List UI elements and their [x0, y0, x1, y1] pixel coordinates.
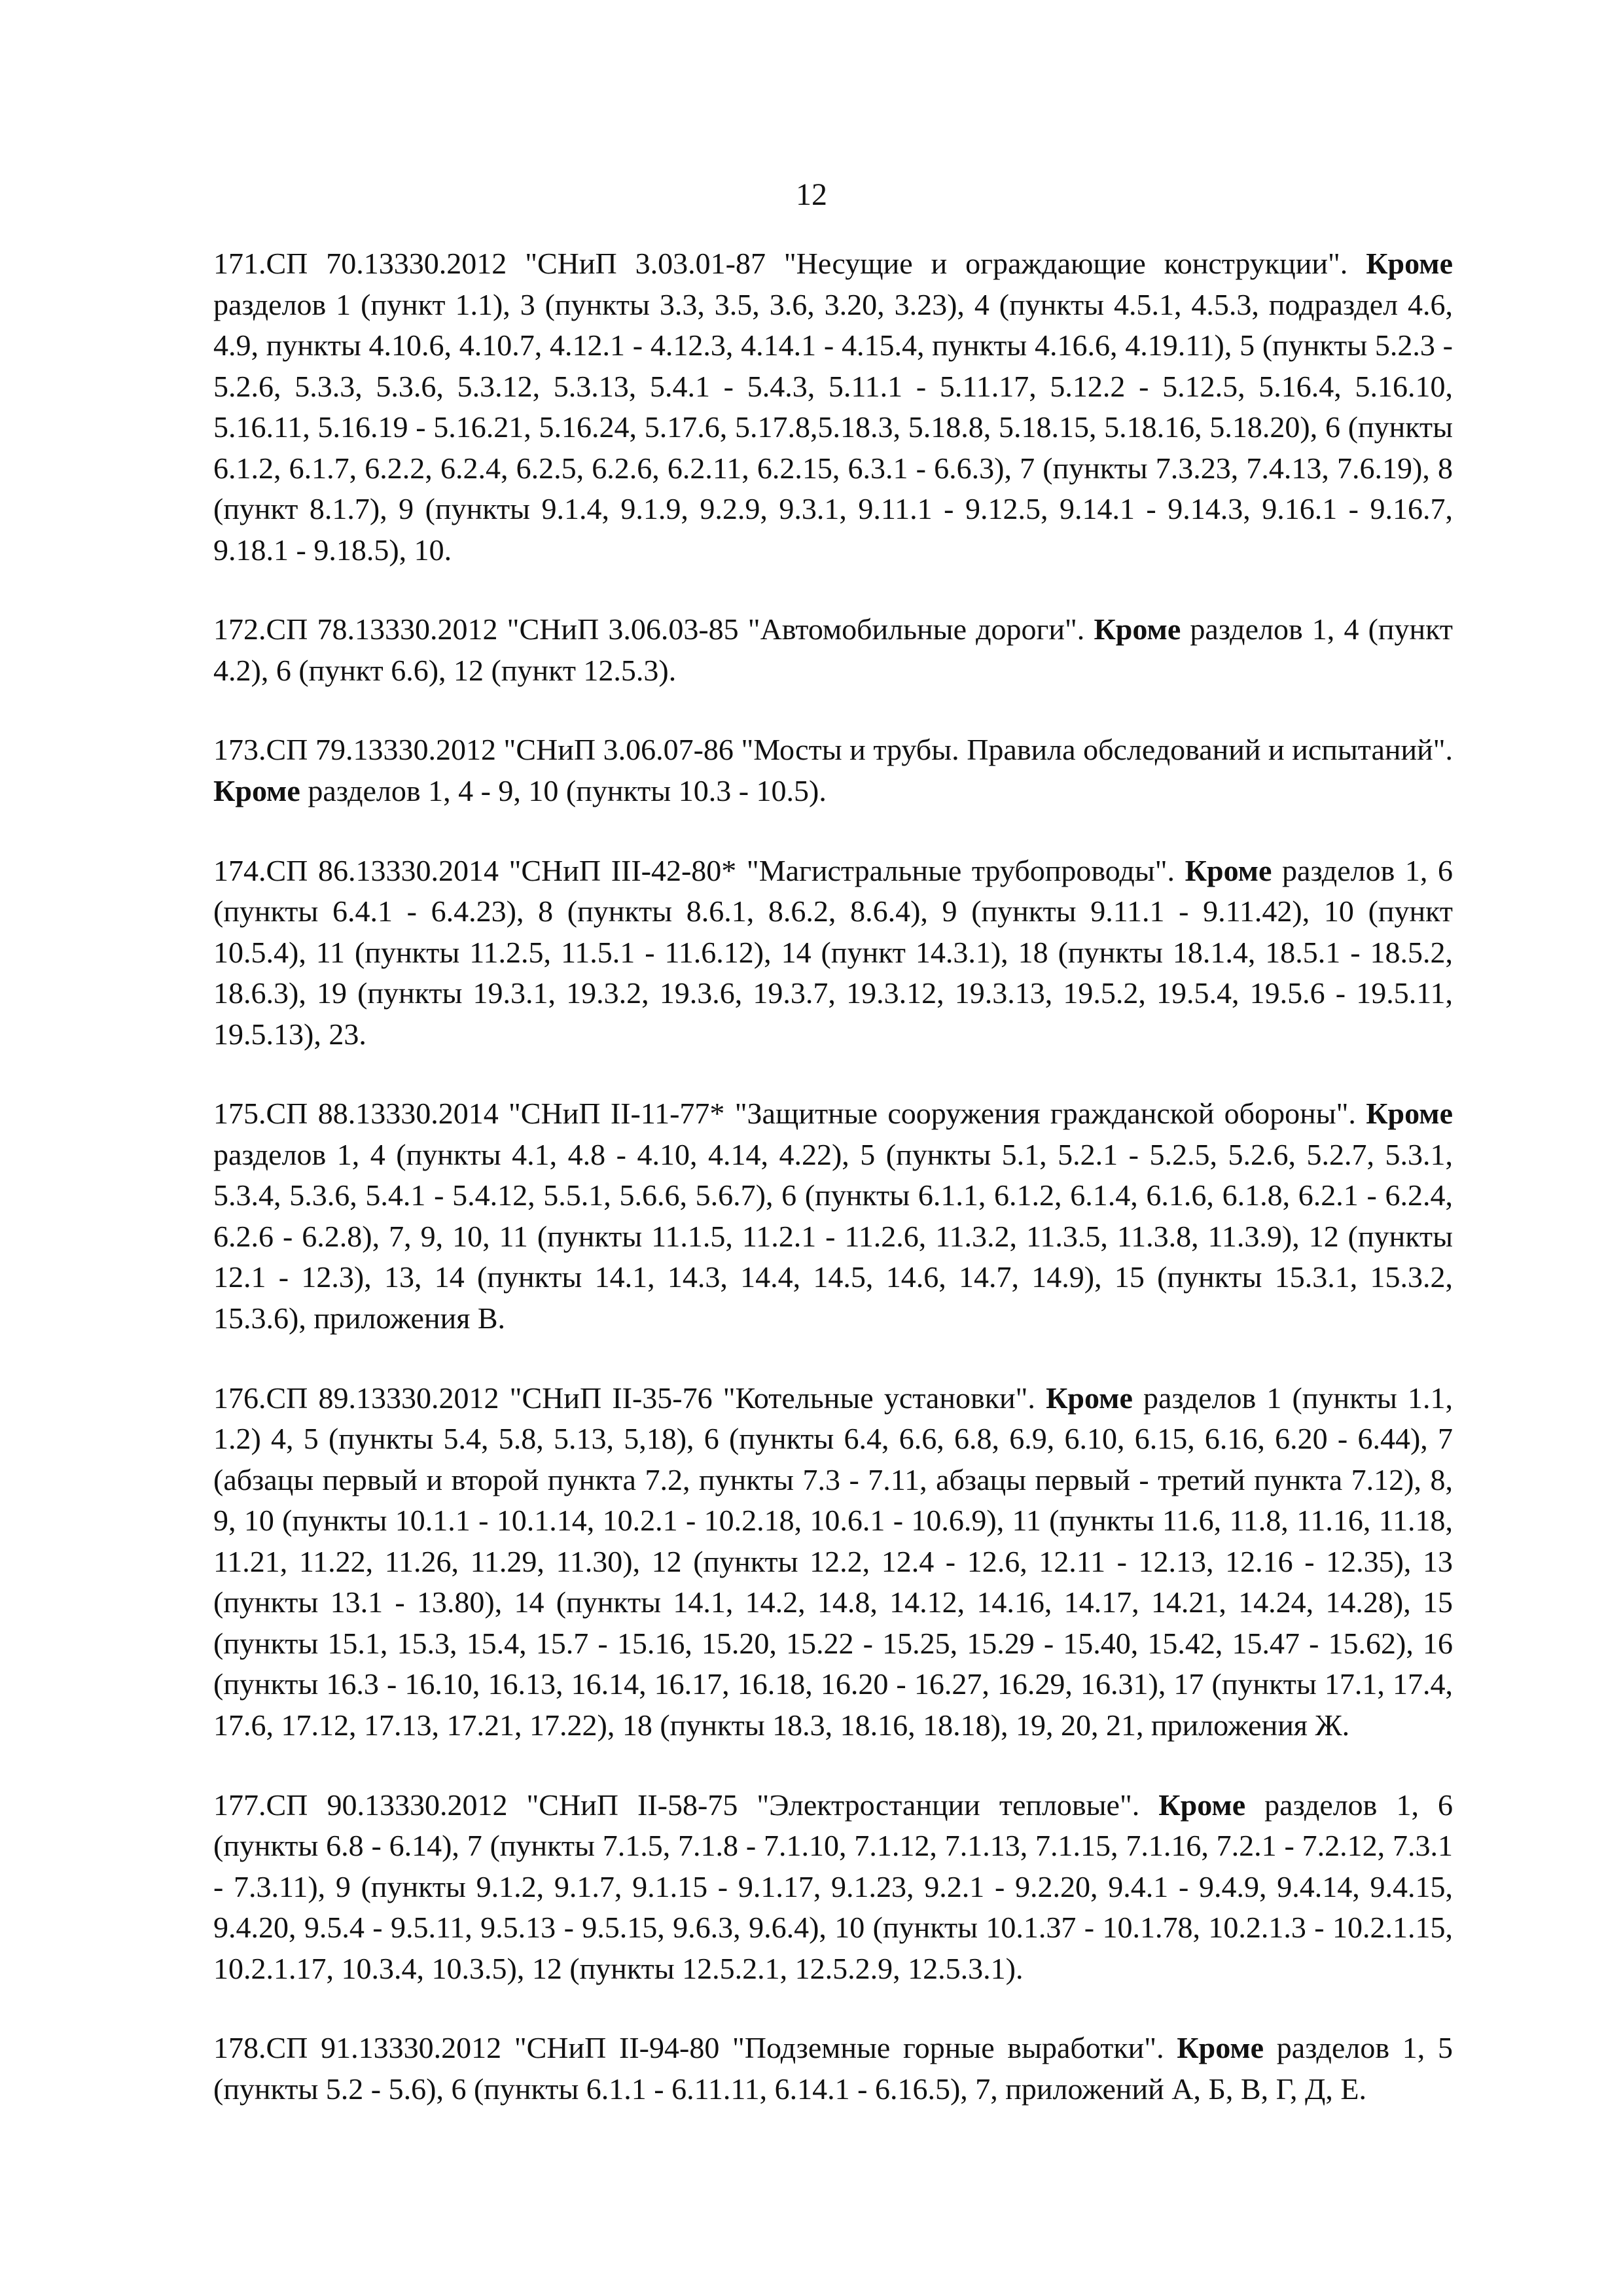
item-keyword: Кроме [1185, 853, 1272, 887]
item-keyword: Кроме [1046, 1381, 1133, 1415]
item-details: разделов 1 (пункты 1.1, 1.2) 4, 5 (пункты 5.4, 5.8, 5.13, 5,18), 6 (пункты 6.4, 6.6, 6.8, 6.9, 6.10, 6.15, 6.16, 6.20 - 6.44), 7 (абзацы первый и второй пункта 7.2, пункты 7.3 - 7.11, абзацы первый - третий пункта 7.12), 8, 9, 10 (пункты 10.1.1 - 10.1.14, 10.2.1 - 10.2.18, 10.6.1 - 10.6.9), 11 (пункты 11.6, 11.8, 11.16, 11.18, 11.21, 11.22, 11.26, 11.29, 11.30), 12 (пункты 12.2, 12.4 - 12.6, 12.11 - 12.13, 12.16 - 12.35), 13 (пункты 13.1 - 13.80), 14 (пункты 14.1, 14.2, 14.8, 14.12, 14.16, 14.17, 14.21, 14.24, 14.28), 15 (пункты 15.1, 15.3, 15.4, 15.7 - 15.16, 15.20, 15.22 - 15.25, 15.29 - 15.40, 15.42, 15.47 - 15.62), 16 (пункты 16.3 - 16.10, 16.13, 16.14, 16.17, 16.18, 16.20 - 16.27, 16.29, 16.31), 17 (пункты 17.1, 17.4, 17.6, 17.12, 17.13, 17.21, 17.22), 18 (пункты 18.3, 18.16, 18.18), 19, 20, 21, приложения Ж. [213, 1381, 1453, 1742]
item-number: 172. [213, 612, 266, 646]
item-number: 171. [213, 247, 266, 280]
list-item [171, 1378, 1453, 1746]
item-keyword: Кроме [1366, 1097, 1453, 1131]
item-number: 174. [213, 853, 266, 887]
item-title: СП 89.13330.2012 "СНиП II-35-76 "Котельные установки". [266, 1381, 1046, 1415]
document-body [171, 243, 1453, 2148]
item-title: СП 90.13330.2012 "СНиП II-58-75 "Электростанции тепловые". [266, 1788, 1159, 1822]
item-details: разделов 1, 4 (пункт 4.2), 6 (пункт 6.6), 12 (пункт 12.5.3). [213, 612, 1453, 687]
list-item [171, 2028, 1453, 2110]
item-details: разделов 1, 5 (пункты 5.2 - 5.6), 6 (пункты 6.1.1 - 6.11.11, 6.14.1 - 6.16.5), 7, приложений А, Б, В, Г, Д, Е. [213, 2031, 1453, 2106]
list-item [171, 1785, 1453, 1990]
item-title: СП 88.13330.2014 "СНиП II-11-77* "Защитные сооружения гражданской обороны". [266, 1097, 1366, 1131]
page-number: 12 [796, 177, 827, 212]
item-keyword: Кроме [213, 774, 300, 808]
item-number: 175. [213, 1097, 266, 1131]
list-item [171, 243, 1453, 571]
item-number: 178. [213, 2031, 266, 2065]
list-item [171, 609, 1453, 691]
item-number: 173. [213, 733, 266, 767]
item-details: разделов 1 (пункт 1.1), 3 (пункты 3.3, 3.5, 3.6, 3.20, 3.23), 4 (пункты 4.5.1, 4.5.3, подраздел 4.6, 4.9, пункты 4.10.6, 4.10.7, 4.12.1 - 4.12.3, 4.14.1 - 4.15.4, пункты 4.16.6, 4.19.11), 5 (пункты 5.2.3 - 5.2.6, 5.3.3, 5.3.6, 5.3.12, 5.3.13, 5.4.1 - 5.4.3, 5.11.1 - 5.11.17, 5.12.2 - 5.12.5, 5.16.4, 5.16.10, 5.16.11, 5.16.19 - 5.16.21, 5.16.24, 5.17.6, 5.17.8,5.18.3, 5.18.8, 5.18.15, 5.18.16, 5.18.20), 6 (пункты 6.1.2, 6.1.7, 6.2.2, 6.2.4, 6.2.5, 6.2.6, 6.2.11, 6.2.15, 6.3.1 - 6.6.3), 7 (пункты 7.3.23, 7.4.13, 7.6.19), 8 (пункт 8.1.7), 9 (пункты 9.1.4, 9.1.9, 9.2.9, 9.3.1, 9.11.1 - 9.12.5, 9.14.1 - 9.14.3, 9.16.1 - 9.16.7, 9.18.1 - 9.18.5), 10. [213, 287, 1453, 567]
item-title: СП 78.13330.2012 "СНиП 3.06.03-85 "Автомобильные дороги". [266, 612, 1094, 646]
item-keyword: Кроме [1366, 247, 1453, 280]
item-keyword: Кроме [1158, 1788, 1246, 1822]
item-title: СП 79.13330.2012 "СНиП 3.06.07-86 "Мосты и трубы. Правила обследований и испытаний". [266, 733, 1453, 767]
item-number: 177. [213, 1788, 266, 1822]
item-title: СП 70.13330.2012 "СНиП 3.03.01-87 "Несущие и ограждающие конструкции". [266, 247, 1366, 280]
item-details: разделов 1, 6 (пункты 6.4.1 - 6.4.23), 8 (пункты 8.6.1, 8.6.2, 8.6.4), 9 (пункты 9.11.1 - 9.11.42), 10 (пункт 10.5.4), 11 (пункты 11.2.5, 11.5.1 - 11.6.12), 14 (пункт 14.3.1), 18 (пункты 18.1.4, 18.5.1 - 18.5.2, 18.6.3), 19 (пункты 19.3.1, 19.3.2, 19.3.6, 19.3.7, 19.3.12, 19.3.13, 19.5.2, 19.5.4, 19.5.6 - 19.5.11, 19.5.13), 23. [213, 853, 1453, 1051]
item-details: разделов 1, 6 (пункты 6.8 - 6.14), 7 (пункты 7.1.5, 7.1.8 - 7.1.10, 7.1.12, 7.1.13, 7.1.15, 7.1.16, 7.2.1 - 7.2.12, 7.3.1 - 7.3.11), 9 (пункты 9.1.2, 9.1.7, 9.1.15 - 9.1.17, 9.1.23, 9.2.1 - 9.2.20, 9.4.1 - 9.4.9, 9.4.14, 9.4.15, 9.4.20, 9.5.4 - 9.5.11, 9.5.13 - 9.5.15, 9.6.3, 9.6.4), 10 (пункты 10.1.37 - 10.1.78, 10.2.1.3 - 10.2.1.15, 10.2.1.17, 10.3.4, 10.3.5), 12 (пункты 12.5.2.1, 12.5.2.9, 12.5.3.1). [213, 1788, 1453, 1985]
item-keyword: Кроме [1094, 612, 1181, 646]
item-details: разделов 1, 4 - 9, 10 (пункты 10.3 - 10.5). [300, 774, 827, 808]
list-item [171, 730, 1453, 811]
item-number: 176. [213, 1381, 266, 1415]
item-title: СП 86.13330.2014 "СНиП III-42-80* "Магистральные трубопроводы". [266, 853, 1185, 887]
item-keyword: Кроме [1177, 2031, 1264, 2065]
item-details: разделов 1, 4 (пункты 4.1, 4.8 - 4.10, 4.14, 4.22), 5 (пункты 5.1, 5.2.1 - 5.2.5, 5.2.6, 5.2.7, 5.3.1, 5.3.4, 5.3.6, 5.4.1 - 5.4.12, 5.5.1, 5.6.6, 5.6.7), 6 (пункты 6.1.1, 6.1.2, 6.1.4, 6.1.6, 6.1.8, 6.2.1 - 6.2.4, 6.2.6 - 6.2.8), 7, 9, 10, 11 (пункты 11.1.5, 11.2.1 - 11.2.6, 11.3.2, 11.3.5, 11.3.8, 11.3.9), 12 (пункты 12.1 - 12.3), 13, 14 (пункты 14.1, 14.3, 14.4, 14.5, 14.6, 14.7, 14.9), 15 (пункты 15.3.1, 15.3.2, 15.3.6), приложения В. [213, 1137, 1453, 1335]
item-title: СП 91.13330.2012 "СНиП II-94-80 "Подземные горные выработки". [266, 2031, 1177, 2065]
list-item [171, 851, 1453, 1055]
list-item [171, 1093, 1453, 1339]
